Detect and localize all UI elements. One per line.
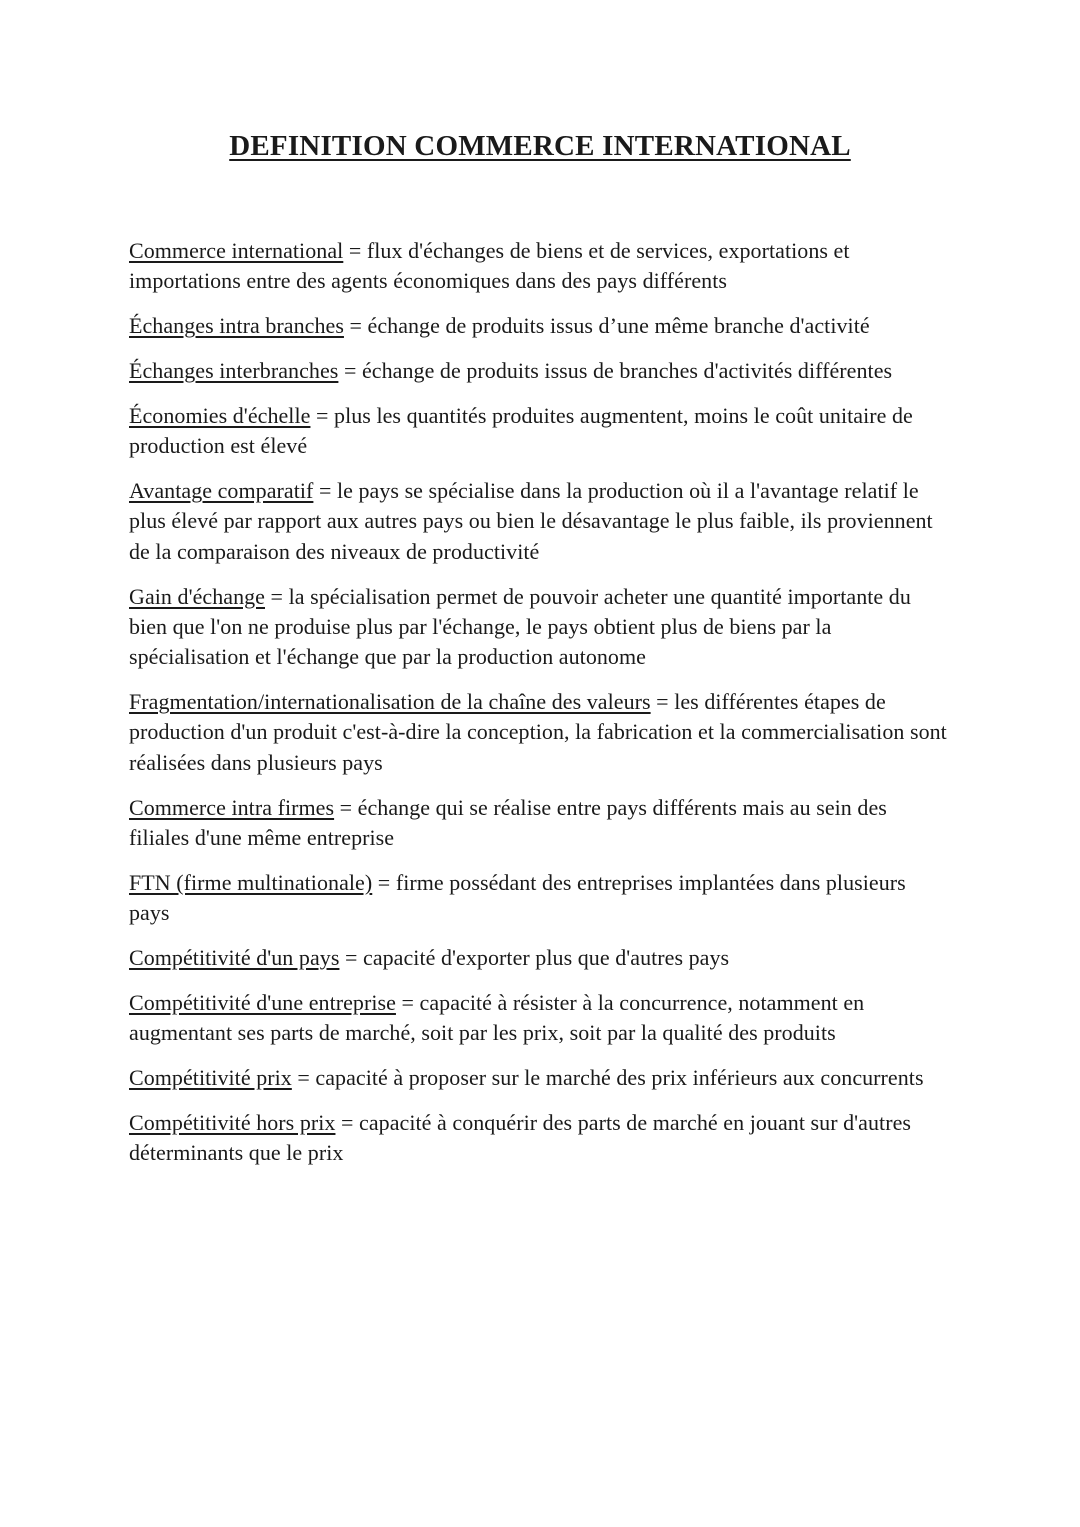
definition-separator: = [310, 402, 335, 428]
definition-entry [129, 401, 951, 462]
definition-entry [129, 988, 951, 1049]
definition-term: Avantage comparatif [129, 478, 314, 504]
definition-term: Commerce intra firmes [129, 794, 335, 820]
definition-term: Compétitivité d'un pays [129, 944, 340, 970]
definition-text: capacité à conquérir des parts de marché en jouant sur d'autres déterminants que le prix [129, 1109, 912, 1166]
definition-separator: = [265, 583, 289, 609]
definition-entry [129, 476, 951, 567]
page-title-text: DEFINITION COMMERCE INTERNATIONAL [229, 130, 851, 162]
definition-term: Compétitivité hors prix [129, 1109, 336, 1135]
definition-entry [129, 356, 951, 386]
definition-entry [129, 1063, 951, 1093]
definition-entry [129, 582, 951, 673]
definition-term: Commerce international [129, 238, 344, 263]
definition-separator: = [339, 944, 363, 970]
definition-separator: = [335, 1109, 360, 1135]
definition-entry [129, 311, 951, 341]
definition-term: FTN (firme multinationale) [129, 869, 373, 895]
definition-text: capacité à résister à la concurrence, notamment en augmentant ses parts de marché, soit par les prix, soit par la qualité des produits [129, 989, 865, 1046]
definition-term: Compétitivité d'une entreprise [129, 989, 396, 1015]
definition-entry [129, 1108, 951, 1169]
definition-separator: = [395, 989, 420, 1015]
definition-text: capacité à proposer sur le marché des prix inférieurs aux concurrents [315, 1065, 924, 1091]
page-title [0, 126, 1080, 166]
definition-text: échange de produits issus d’une même branche d'activité [367, 313, 870, 339]
definition-term: Échanges interbranches [129, 358, 339, 384]
definition-entry [129, 793, 951, 854]
definition-term: Économies d'échelle [129, 402, 311, 428]
definition-text: plus les quantités produites augmentent, moins le coût unitaire de production est élevé [129, 402, 913, 459]
definition-text: flux d'échanges de biens et de services, exportations et importations entre des agents économiques dans des pays différents [129, 238, 850, 294]
definition-term: Gain d'échange [129, 583, 265, 609]
definition-term: Fragmentation/internationalisation de la chaîne des valeurs [129, 689, 651, 715]
definition-term: Échanges intra branches [129, 313, 344, 339]
definition-text: capacité d'exporter plus que d'autres pays [363, 944, 730, 970]
definition-text: firme possédant des entreprises implantées dans plusieurs pays [129, 869, 906, 926]
definitions-list [129, 236, 951, 1183]
definition-separator: = [372, 869, 396, 895]
definition-text: le pays se spécialise dans la production où il a l'avantage relatif le plus élevé par rapport aux autres pays ou bien le désavantage le plus faible, ils proviennent de la comparaison des niveaux de productivité [129, 478, 933, 564]
definition-separator: = [343, 238, 367, 263]
definition-separator: = [291, 1065, 316, 1091]
definition-separator: = [343, 313, 368, 339]
definition-separator: = [650, 689, 675, 715]
definition-separator: = [313, 478, 337, 504]
definition-text: échange qui se réalise entre pays différents mais au sein des filiales d'une même entreprise [129, 794, 887, 850]
definition-separator: = [338, 358, 362, 384]
definition-entry [129, 868, 951, 929]
definition-term: Compétitivité prix [129, 1065, 292, 1091]
definition-entry [129, 943, 951, 973]
definition-text: échange de produits issus de branches d'activités différentes [361, 358, 893, 384]
definition-entry [129, 236, 951, 297]
definition-text: la spécialisation permet de pouvoir acheter une quantité importante du bien que l'on ne produise plus par l'échange, le pays obtient plus de biens par la spécialisation et l'échange que par la production autonome [129, 583, 911, 670]
definition-entry [129, 687, 951, 778]
definition-text: les différentes étapes de production d'un produit c'est-à-dire la conception, la fabrication et la commercialisation sont réalisées dans plusieurs pays [129, 689, 947, 775]
definition-separator: = [334, 794, 358, 820]
